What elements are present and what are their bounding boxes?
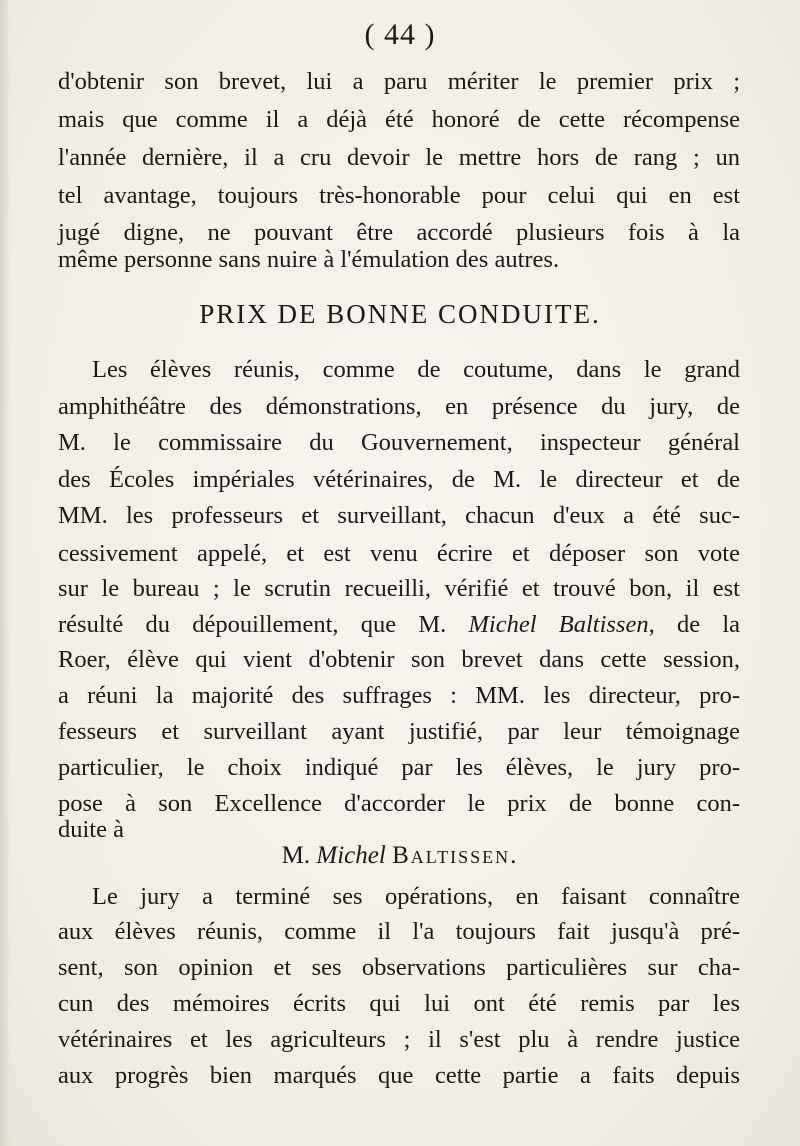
recipient-surname: Baltissen. <box>392 842 519 869</box>
text-line: vétérinaires et les agriculteurs ; il s'est plu à rendre justice <box>58 1026 740 1053</box>
text-line: jugé digne, ne pouvant être accordé plusieurs fois à la <box>58 219 740 246</box>
text-line: Roer, élève qui vient d'obtenir son brevet dans cette session, <box>58 646 740 673</box>
page-number: ( 44 ) <box>364 18 436 51</box>
text-line: l'année dernière, il a cru devoir le mettre hors de rang ; un <box>58 144 740 171</box>
text-line: amphithéâtre des démonstrations, en présence du jury, de <box>58 393 740 420</box>
text-line: M. le commissaire du Gouvernement, inspecteur général <box>58 429 740 456</box>
text-line: d'obtenir son brevet, lui a paru mériter le premier prix ; <box>58 68 740 95</box>
text-fragment: résulté du dépouillement, que M. <box>58 611 469 638</box>
text-line: pose à son Excellence d'accorder le prix de bonne con- <box>58 790 740 817</box>
recipient-first-name: Michel <box>316 842 386 869</box>
text-line: même personne sans nuire à l'émulation des autres. <box>58 246 560 273</box>
text-line: duite à <box>58 816 124 843</box>
text-line: tel avantage, toujours très-honorable pour celui qui en est <box>58 182 740 209</box>
text-line: particulier, le choix indiqué par les élèves, le jury pro- <box>58 754 740 781</box>
text-line <box>58 605 740 645</box>
text-line: mais que comme il a déjà été honoré de cette récompense <box>58 106 740 133</box>
prize-recipient <box>0 836 800 876</box>
recipient-prefix: M. <box>281 842 317 869</box>
text-line: fesseurs et surveillant ayant justifié, par leur témoignage <box>58 718 740 745</box>
page-gutter-shadow <box>0 0 10 1146</box>
text-line: MM. les professeurs et surveillant, chacun d'eux a été suc- <box>58 502 740 529</box>
text-line: sur le bureau ; le scrutin recueilli, vérifié et trouvé bon, il est <box>58 575 740 602</box>
person-name: Michel Baltissen <box>468 611 649 638</box>
text-line: Le jury a terminé ses opérations, en faisant connaître <box>92 883 740 910</box>
text-fragment: , de la <box>648 611 740 638</box>
section-heading: PRIX DE BONNE CONDUITE. <box>199 299 601 329</box>
text-line: a réuni la majorité des suffrages : MM. les directeur, pro- <box>58 682 740 709</box>
text-line: aux progrès bien marqués que cette partie a faits depuis <box>58 1062 740 1089</box>
text-line: aux élèves réunis, comme il l'a toujours fait jusqu'à pré- <box>58 918 740 945</box>
text-line: sent, son opinion et ses observations particulières sur cha- <box>58 954 740 981</box>
text-line: des Écoles impériales vétérinaires, de M. le directeur et de <box>58 466 740 493</box>
text-line: cessivement appelé, et est venu écrire et déposer son vote <box>58 540 740 567</box>
text-line: cun des mémoires écrits qui lui ont été remis par les <box>58 990 740 1017</box>
text-line: Les élèves réunis, comme de coutume, dans le grand <box>92 356 740 383</box>
